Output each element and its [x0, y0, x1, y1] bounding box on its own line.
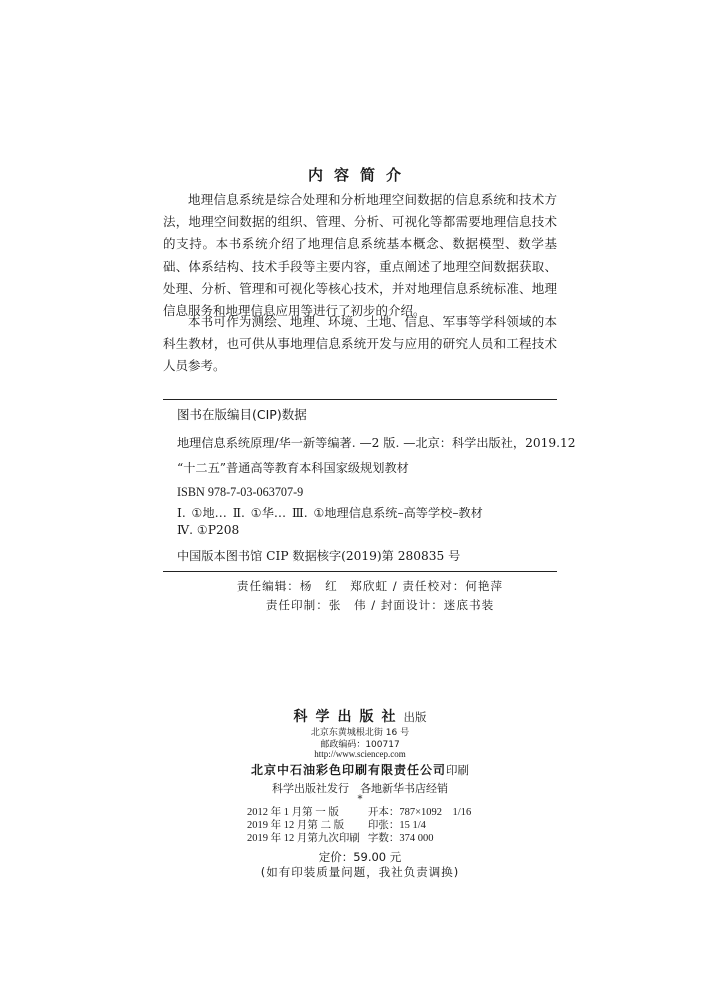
cip-bottom-rule	[163, 571, 557, 572]
cip-heading: 图书在版编目(CIP)数据	[177, 407, 307, 422]
summary-paragraph-1: 地理信息系统是综合处理和分析地理空间数据的信息系统和技术方法，地理空间数据的组织、管理、分析、可视化等都需要地理信息技术的支持。本书系统介绍了地理信息系统基本概念、数据模型、数学基础、体系结构、技术手段等主要内容，重点阐述了地理空间数据获取、处理、分析、管理和可视化等核心技术，并对地理信息系统标准、地理信息服务和地理信息应用等进行了初步的介绍。	[163, 192, 557, 319]
cip-number: 中国版本图书馆 CIP 数据核字(2019)第 280835 号	[177, 549, 461, 563]
cip-description: 地理信息系统原理/华一新等编著. —2 版. —北京：科学出版社，2019.12	[177, 436, 576, 450]
summary-paragraph-2: 本书可作为测绘、地理、环境、土地、信息、军事等学科领域的本科生教材，也可供从事地理信息系统开发与应用的研究人员和工程技术人员参考。	[163, 314, 557, 374]
price: 定价：59.00 元	[318, 850, 402, 864]
printer-line	[0, 761, 720, 778]
staff-line-editors: 责任编辑：杨 红 郑欣虹 / 责任校对：何艳萍	[236, 579, 504, 593]
quality-notice: (如有印装质量问题，我社负责调换)	[260, 865, 460, 879]
printer-suffix: 印刷	[446, 763, 469, 777]
edition-spec: 开本：787×1092 1/16	[367, 807, 472, 818]
edition-spec: 印张：15 1/4	[367, 820, 426, 831]
edition-row	[247, 832, 479, 845]
edition-spec: 字数：374 000	[367, 833, 434, 844]
separator-star: *	[357, 794, 363, 805]
publisher-name: 科学出版社	[293, 709, 404, 725]
cip-classification-line-2: Ⅳ. ①P208	[177, 523, 240, 537]
publisher-url: http://www.sciencep.com	[314, 749, 406, 759]
edition-date: 2019 年 12 月第 二 版	[247, 820, 345, 831]
edition-date: 2012 年 1 月第 一 版	[247, 807, 339, 818]
edition-date: 2019 年 12 月第九次印刷	[247, 833, 360, 844]
summary-title: 内容简介	[307, 166, 412, 184]
publisher-postcode: 邮政编码：100717	[320, 740, 400, 750]
edition-row	[247, 806, 479, 819]
edition-table	[247, 806, 479, 845]
edition-table-wrapper	[247, 806, 479, 845]
printer-name: 北京中石油彩色印刷有限责任公司	[250, 763, 446, 777]
staff-line-production: 责任印制：张 伟 / 封面设计：迷底书装	[265, 598, 495, 612]
edition-row	[247, 819, 479, 832]
cip-isbn: ISBN 978-7-03-063707-9	[177, 485, 304, 499]
cip-series: “十二五”普通高等教育本科国家级规划教材	[177, 461, 409, 475]
cip-top-rule	[163, 399, 557, 400]
cip-classification-line-1: Ⅰ. ①地… Ⅱ. ①华… Ⅲ. ①地理信息系统–高等学校–教材	[177, 506, 483, 520]
publisher-suffix: 出版	[403, 710, 427, 724]
publisher-address: 北京东黄城根北街 16 号	[310, 728, 410, 738]
publisher-line	[0, 706, 720, 726]
distribution-line: 科学出版社发行 各地新华书店经销	[272, 782, 448, 795]
